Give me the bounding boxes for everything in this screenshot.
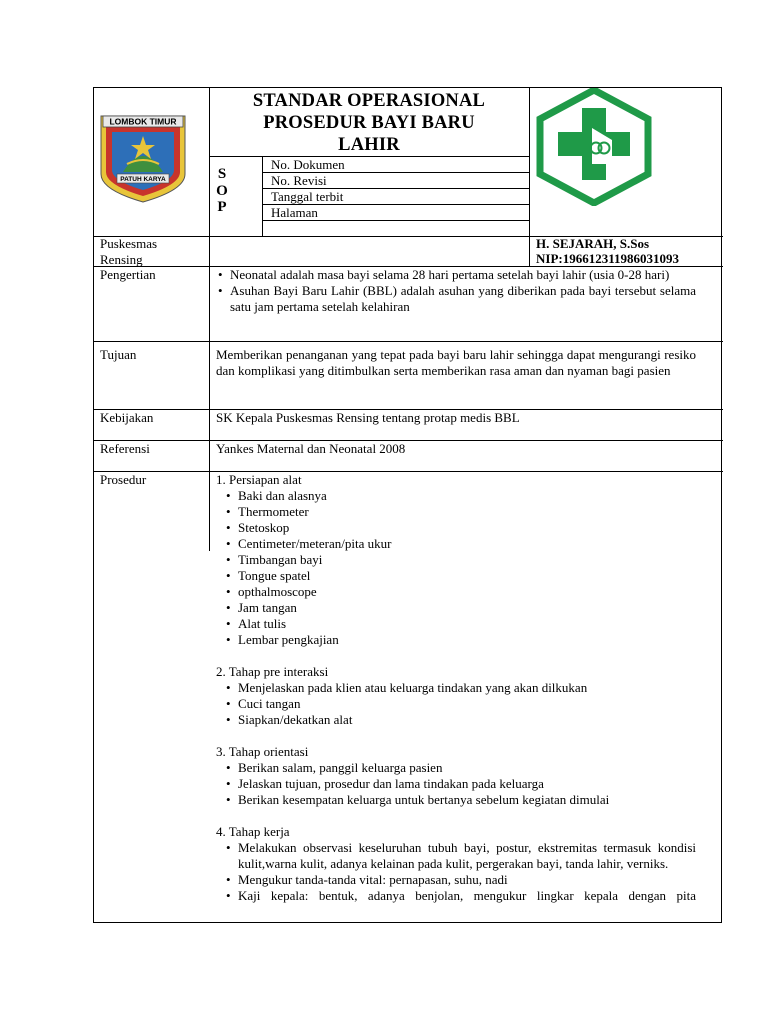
logo-motto-text: PATUH KARYA (120, 176, 166, 183)
puskesmas-logo (534, 88, 654, 211)
step-title: 1. Persiapan alat (216, 472, 302, 487)
spacer (212, 808, 696, 824)
sop-letter: O (216, 182, 228, 199)
meta-no-revisi: No. Revisi (271, 173, 327, 188)
sop-letters (215, 166, 229, 216)
org-label: Puskesmas Rensing (100, 236, 158, 267)
step-item: • Berikan salam, panggil keluarga pasien (212, 760, 696, 776)
header-divider-right (529, 88, 530, 236)
step-item: • Centimeter/meteran/pita ukur (212, 536, 696, 552)
spacer (212, 728, 696, 744)
lombok-timur-logo (97, 112, 189, 209)
step-item: • opthalmoscope (212, 584, 696, 600)
step-item: • Siapkan/dekatkan alat (212, 712, 696, 728)
step-item: • Tongue spatel (212, 568, 696, 584)
step-item: • Berikan kesempatan keluarga untuk bertanya sebelum kegiatan dimulai (212, 792, 696, 808)
spacer (212, 648, 696, 664)
row-line (94, 341, 723, 342)
logo-banner-text: LOMBOK TIMUR (109, 116, 177, 127)
step-title: 2. Tahap pre interaksi (216, 664, 329, 679)
step-item: • Jam tangan (212, 600, 696, 616)
tujuan-text: Memberikan penanganan yang tepat pada bayi baru lahir sehingga dapat mengurangi resiko dan komplikasi yang ditimbulkan serta memberikan rasa aman dan nyaman bagi pasien (216, 347, 696, 378)
sop-letter: P (217, 199, 227, 215)
meta-divider (262, 156, 263, 236)
step-item: • Timbangan bayi (212, 552, 696, 568)
title-line: STANDAR OPERASIONAL (252, 91, 486, 111)
signer-nip: NIP:196612311986031093 (536, 251, 679, 266)
step-title: 4. Tahap kerja (216, 824, 290, 839)
kebijakan-text: SK Kepala Puskesmas Rensing tentang protap medis BBL (216, 410, 520, 425)
sign-divider (529, 236, 530, 266)
step-title: 3. Tahap orientasi (216, 744, 309, 759)
meta-halaman: Halaman (271, 205, 318, 220)
referensi-text: Yankes Maternal dan Neonatal 2008 (216, 441, 406, 456)
prosedur-label: Prosedur (100, 472, 147, 487)
step-item: • Stetoskop (212, 520, 696, 536)
step-item: • Baki dan alasnya (212, 488, 696, 504)
tujuan-label: Tujuan (100, 347, 137, 362)
pengertian-item: • Asuhan Bayi Baru Lahir (BBL) adalah asuhan yang diberikan pada bayi tersebut selama satu jam pertama setelah kelahiran (216, 283, 696, 315)
meta-line (262, 220, 529, 221)
signer-name: H. SEJARAH, S.Sos (536, 236, 650, 251)
pengertian-label: Pengertian (100, 267, 156, 282)
step-item: • Mengukur tanda-tanda vital: pernapasan, suhu, nadi (212, 872, 696, 888)
column-divider (209, 88, 210, 551)
step-item: • Jelaskan tujuan, prosedur dan lama tindakan pada keluarga (212, 776, 696, 792)
title-bottom-line (209, 156, 529, 157)
prosedur-content (212, 472, 696, 904)
title-line: LAHIR (338, 135, 400, 155)
document-title (210, 90, 528, 156)
meta-tanggal-terbit: Tanggal terbit (271, 189, 344, 204)
kebijakan-label: Kebijakan (100, 410, 154, 425)
step-item: • Thermometer (212, 504, 696, 520)
step-item: • Alat tulis (212, 616, 696, 632)
step-item: • Melakukan observasi keseluruhan tubuh bayi, postur, ekstremitas termasuk kondisi kulit,warna kulit, adanya kelainan pada kulit, pergerakan bayi, tanda lahir, verniks. (212, 840, 696, 872)
step-item: • Lembar pengkajian (212, 632, 696, 648)
pengertian-item: • Neonatal adalah masa bayi selama 28 hari pertama setelah bayi lahir (usia 0-28 hari) (216, 267, 696, 283)
pengertian-content (216, 267, 696, 315)
title-line: PROSEDUR BAYI BARU (263, 113, 475, 133)
meta-no-dokumen: No. Dokumen (271, 157, 345, 172)
referensi-label: Referensi (100, 441, 150, 456)
sop-document (93, 87, 722, 923)
step-item: • Cuci tangan (212, 696, 696, 712)
step-item: • Menjelaskan pada klien atau keluarga tindakan yang akan dilkukan (212, 680, 696, 696)
sop-letter: S (217, 166, 227, 182)
step-item: • Kaji kepala: bentuk, adanya benjolan, mengukur lingkar kepala dengan pita (212, 888, 696, 904)
